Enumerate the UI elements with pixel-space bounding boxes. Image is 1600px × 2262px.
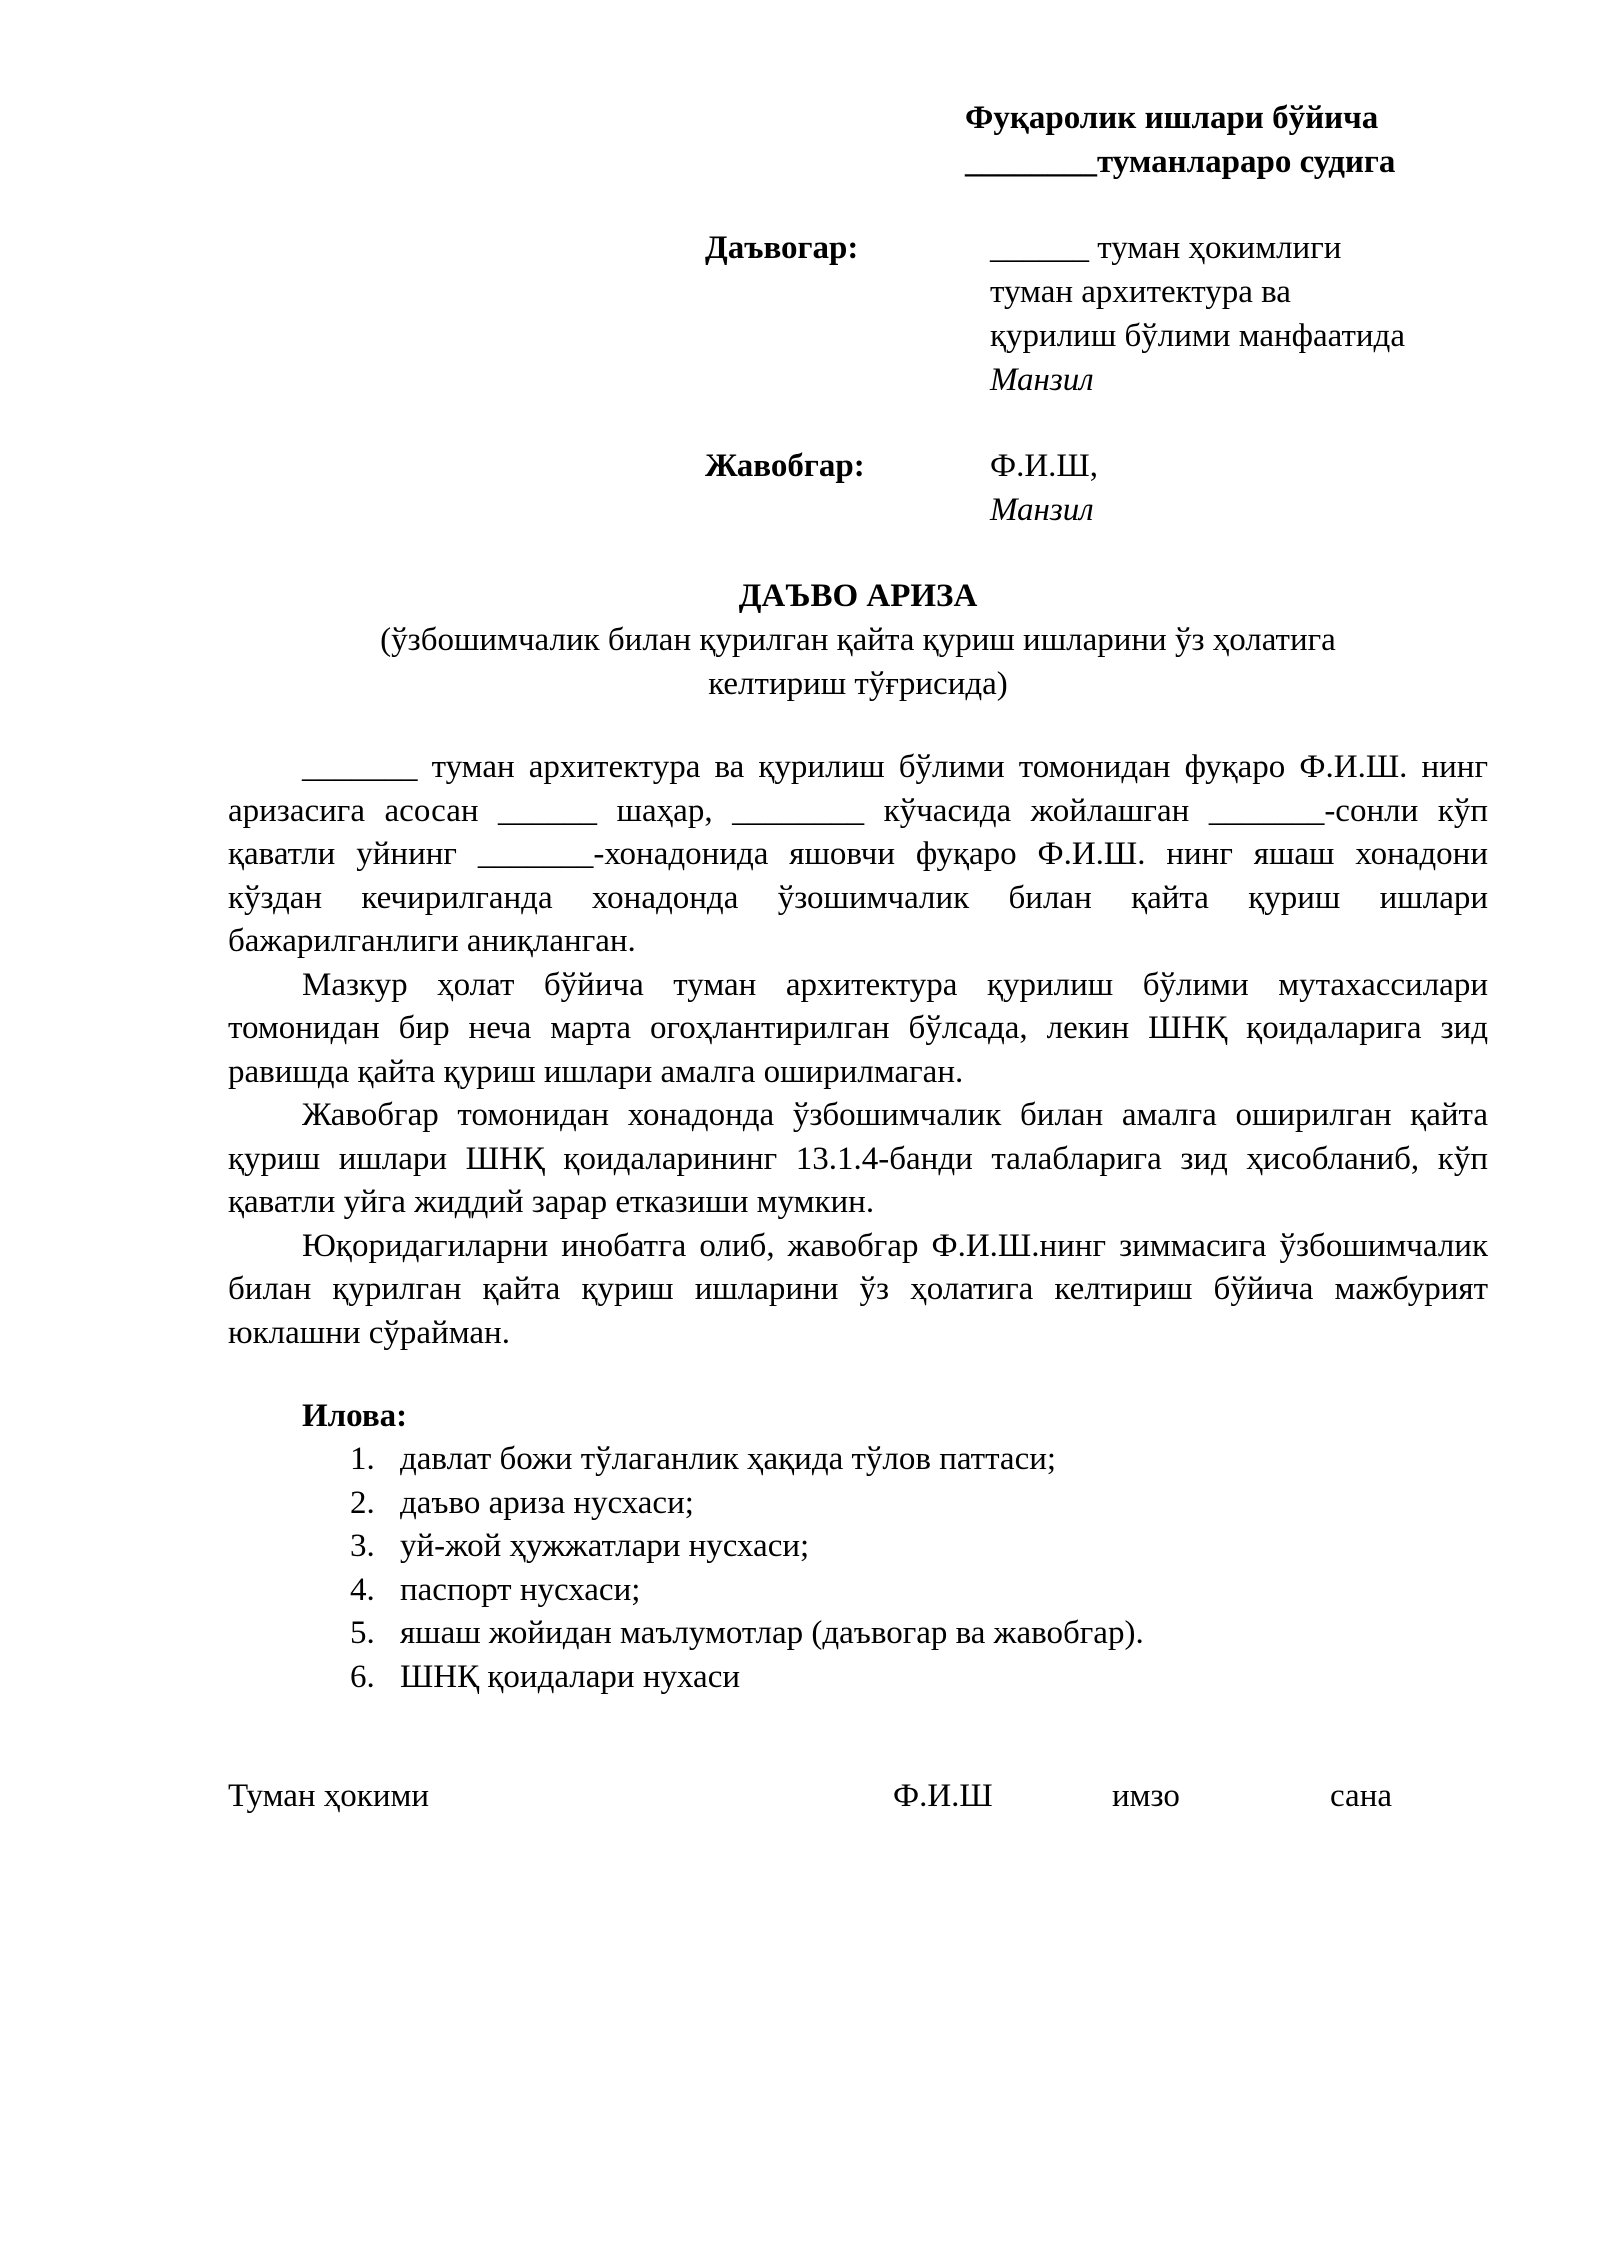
attachment-item — [302, 1438, 1452, 1482]
attachment-number: 6. — [350, 1658, 375, 1695]
attachment-text: уй-жой ҳужжатлари нусхаси; — [400, 1528, 810, 1564]
date-placeholder: сана — [1330, 1778, 1393, 1814]
defendant-address: Манзил — [990, 492, 1094, 528]
attachment-text: даъво ариза нусхаси; — [400, 1484, 694, 1521]
addressee-block — [965, 96, 1395, 184]
signature-placeholder: имзо — [1112, 1778, 1180, 1814]
signatory-name: Ф.И.Ш — [893, 1778, 993, 1814]
body-paragraph-2: Мазкур ҳолат бўйича туман архитектура қурилиш бўлими мутахассилари томонидан бир неча марта огоҳлантирилган бўлсада, лекин ШНҚ қоидаларига зид равишда қайта қуриш ишлари амалга оширилмаган. — [228, 966, 1488, 1090]
attachments-heading: Илова: — [302, 1398, 408, 1434]
attachment-item — [302, 1656, 1452, 1700]
attachment-text: давлат божи тўлаганлик ҳақида тўлов паттаси; — [400, 1441, 1057, 1477]
body-paragraph-3: Жавобгар томонидан хонадонда ўзбошимчалик билан амалга оширилган қайта қуриш ишлари ШНҚ қоидаларининг 13.1.4-банди талабларига зид ҳисобланиб, кўп қаватли уйга жиддий зарар етказиши мумкин. — [228, 1097, 1488, 1220]
attachment-text: яшаш жойидан маълумотлар (даъвогар ва жавобгар). — [400, 1615, 1144, 1651]
attachment-text: ШНҚ қоидалари нухаси — [400, 1658, 741, 1695]
attachment-number: 1. — [350, 1441, 375, 1477]
defendant-name: Ф.И.Ш, — [990, 448, 1098, 484]
attachment-text: паспорт нусхаси; — [400, 1571, 641, 1608]
attachment-number: 3. — [350, 1528, 375, 1564]
addressee-line-2: ________туманлараро судига — [965, 144, 1396, 180]
plaintiff-line-3: қурилиш бўлими манфаатида — [990, 318, 1405, 354]
claim-body — [228, 746, 1488, 1355]
defendant-label: Жавобгар: — [705, 448, 865, 484]
attachment-number: 2. — [350, 1484, 375, 1521]
plaintiff-line-2: туман архитектура ва — [990, 274, 1291, 310]
attachments-list — [302, 1438, 1452, 1699]
plaintiff-address: Манзил — [990, 362, 1094, 398]
body-paragraph-1: _______ туман архитектура ва қурилиш бўлими томонидан фуқаро Ф.И.Ш. нинг аризасига асосан ______ шаҳар, ________ кўчасида жойлашган _______-сонли кўп қаватли уйнинг _______-хонадонида яшовчи фуқаро Ф.И.Ш. нинг яшаш хонадони кўздан кечирилганда хонадонда ўзошимчалик билан қайта қуриш ишлари бажарилганлиги аниқланган. — [228, 749, 1488, 959]
defendant-details — [990, 444, 1098, 532]
document-heading — [228, 574, 1488, 706]
attachment-item — [302, 1525, 1452, 1569]
plaintiff-label: Даъвогар: — [705, 230, 859, 266]
document-subtitle-line-2: келтириш тўғрисида) — [708, 666, 1008, 702]
plaintiff-line-1: ______ туман ҳокимлиги — [990, 230, 1342, 266]
attachment-item — [302, 1569, 1452, 1613]
body-paragraph-4: Юқоридагиларни инобатга олиб, жавобгар Ф.И.Ш.нинг зиммасига ўзбошимчалик билан қурилган қайта қуриш ишларини ўз ҳолатига келтириш бўйича мажбурият юклашни сўрайман. — [228, 1227, 1488, 1351]
attachment-number: 5. — [350, 1615, 375, 1651]
document-subtitle-line-1: (ўзбошимчалик билан қурилган қайта қуриш ишларини ўз ҳолатига — [380, 622, 1336, 658]
attachment-number: 4. — [350, 1571, 375, 1608]
attachment-item — [302, 1482, 1452, 1526]
plaintiff-details — [990, 226, 1405, 402]
attachment-item — [302, 1612, 1452, 1656]
addressee-line-1: Фуқаролик ишлари бўйича — [965, 100, 1379, 136]
signature-line — [0, 1774, 1600, 1818]
document-title: ДАЪВО АРИЗА — [738, 578, 978, 614]
signatory-position: Туман ҳокими — [228, 1778, 430, 1814]
attachments-section — [302, 1394, 1452, 1699]
